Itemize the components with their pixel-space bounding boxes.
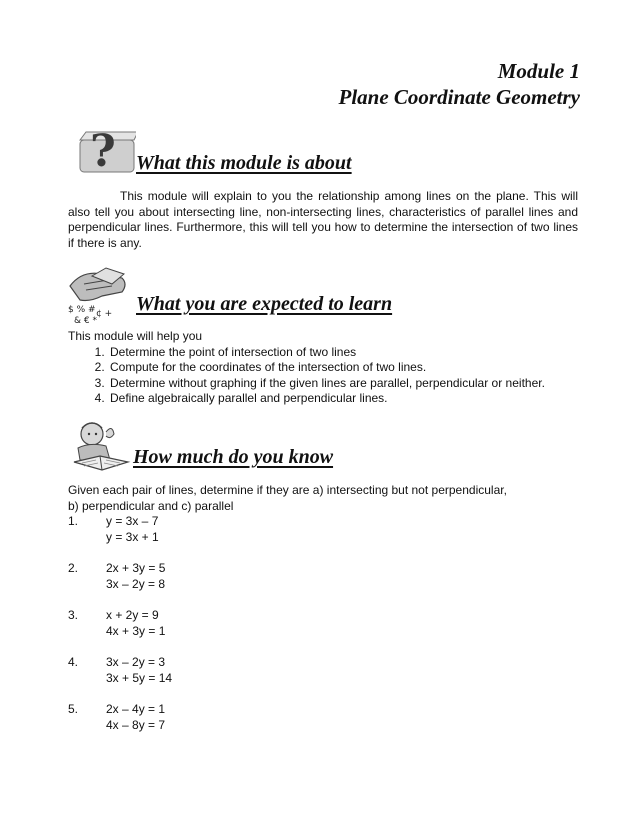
svg-text:$ % #: $ % #: [68, 305, 96, 315]
list-item: 2. Compute for the coordinates of the intersection of two lines.: [108, 360, 578, 376]
about-paragraph: This module will explain to you the relationship among lines on the plane. This will also tell you about intersecting line, non-intersecting lines, characteristics of parallel lines and perpendicular lines. Furthermore, this will tell you how to determine the intersection of two lines if there is any.: [68, 189, 578, 250]
student-reading-icon: [70, 418, 132, 477]
equation: x + 2y = 9: [106, 608, 159, 622]
question-mark-icon: [78, 126, 136, 179]
hands-with-symbols-icon: [62, 266, 132, 333]
equation: 3x – 2y = 3: [106, 655, 166, 669]
expected-section: [68, 329, 578, 407]
know-intro-line-2: b) perpendicular and c) parallel: [68, 498, 234, 513]
expected-intro: This module will help you: [68, 329, 203, 343]
list-item: 3. Determine without graphing if the given lines are parallel, perpendicular or neither.: [108, 376, 578, 392]
section-heading-expected: What you are expected to learn: [136, 293, 393, 315]
module-title: Plane Coordinate Geometry: [338, 85, 580, 109]
problem-item: [68, 655, 588, 686]
problem-number: 3.: [68, 608, 79, 622]
problem-item: [68, 561, 588, 592]
svg-text:¢ +: ¢ +: [96, 309, 113, 319]
list-item: 1. Determine the point of intersection of two lines: [108, 345, 578, 361]
know-intro: [68, 483, 578, 514]
problem-item: [68, 608, 588, 639]
equation: y = 3x + 1: [106, 529, 159, 544]
problem-item: [68, 514, 588, 545]
section-heading-know: How much do you know: [133, 446, 334, 468]
equation: 3x + 5y = 14: [106, 670, 173, 685]
module-number: Module 1: [497, 59, 580, 83]
objectives-list: [68, 345, 578, 407]
equation: 2x – 4y = 1: [106, 702, 166, 716]
problem-number: 5.: [68, 702, 79, 716]
problem-number: 4.: [68, 655, 79, 669]
problem-number: 1.: [68, 514, 79, 528]
section-heading-about: What this module is about: [136, 152, 352, 174]
svg-text:& € *: & € *: [74, 316, 97, 326]
equation: 3x – 2y = 8: [106, 576, 166, 591]
list-item: 4. Define algebraically parallel and perpendicular lines.: [108, 391, 578, 407]
equation: 2x + 3y = 5: [106, 561, 166, 575]
know-intro-line-1: Given each pair of lines, determine if they are a) intersecting but not perpendicular,: [68, 483, 507, 497]
equation: 4x – 8y = 7: [106, 717, 166, 732]
equation: 4x + 3y = 1: [106, 623, 166, 638]
module-header: [339, 58, 580, 110]
equation: y = 3x – 7: [106, 514, 159, 528]
problem-number: 2.: [68, 561, 79, 575]
svg-text:?: ?: [90, 126, 116, 176]
problems-list: [68, 514, 588, 749]
problem-item: [68, 702, 588, 733]
